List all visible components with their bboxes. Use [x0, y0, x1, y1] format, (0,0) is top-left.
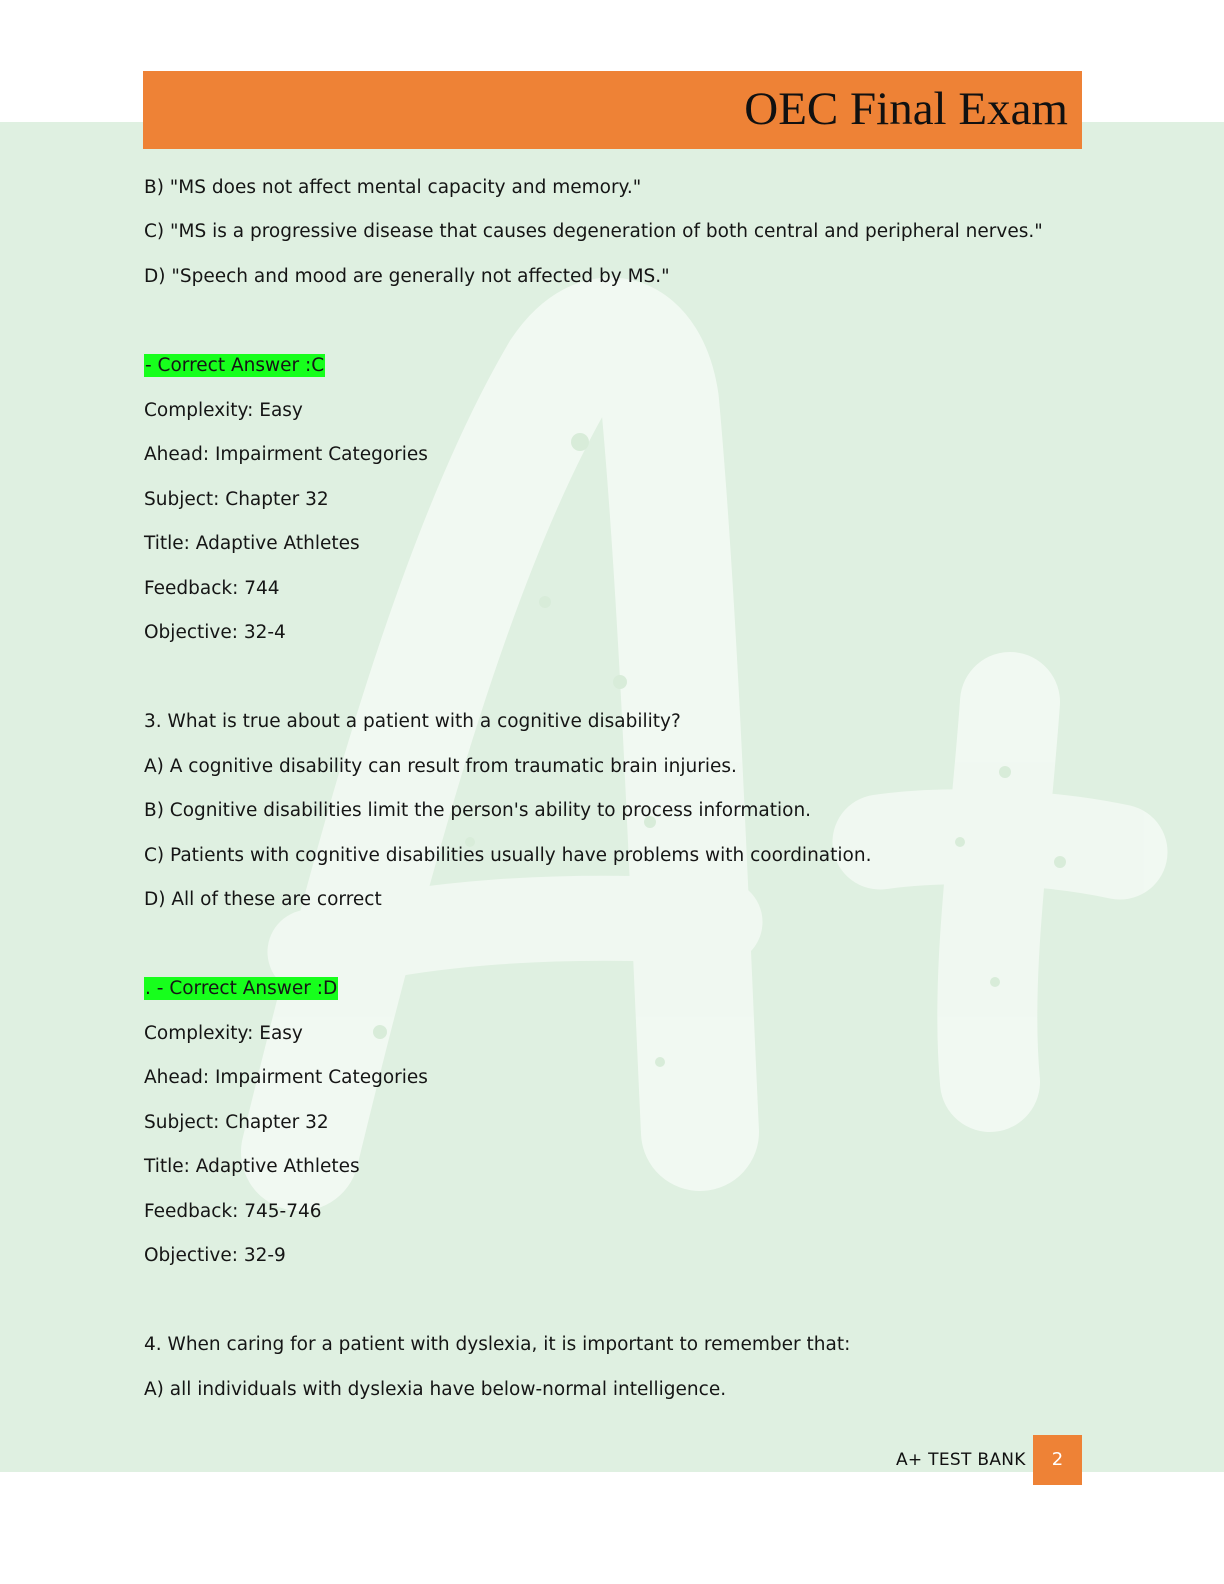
option-line: D) All of these are correct [144, 889, 382, 910]
meta-title: Title: Adaptive Athletes [144, 1156, 360, 1177]
correct-answer-line [144, 976, 338, 1002]
option-line: A) all individuals with dyslexia have below-normal intelligence. [144, 1379, 727, 1400]
option-line: D) "Speech and mood are generally not affected by MS." [144, 266, 670, 287]
page-title: OEC Final Exam [744, 83, 1068, 135]
correct-answer-line [144, 353, 325, 379]
correct-answer-highlight: . - Correct Answer :D [145, 978, 338, 999]
header-bar [143, 71, 1082, 149]
meta-complexity: Complexity: Easy [144, 1023, 303, 1044]
option-line: A) A cognitive disability can result from traumatic brain injuries. [144, 756, 737, 777]
meta-objective: Objective: 32-9 [144, 1245, 286, 1266]
a-plus-watermark-icon [0, 122, 1224, 1472]
footer-label: A+ TEST BANK [896, 1450, 1026, 1470]
meta-feedback: Feedback: 744 [144, 578, 280, 599]
meta-title: Title: Adaptive Athletes [144, 533, 360, 554]
question-text: 4. When caring for a patient with dyslexia, it is important to remember that: [144, 1334, 851, 1355]
meta-complexity: Complexity: Easy [144, 400, 303, 421]
option-line: B) "MS does not affect mental capacity and memory." [144, 177, 642, 198]
meta-subject: Subject: Chapter 32 [144, 1112, 329, 1133]
meta-objective: Objective: 32-4 [144, 622, 286, 643]
option-line: C) "MS is a progressive disease that causes degeneration of both central and peripheral nerves." [144, 221, 1043, 242]
correct-answer-highlight: - Correct Answer :C [145, 355, 325, 376]
option-line: B) Cognitive disabilities limit the person's ability to process information. [144, 800, 812, 821]
meta-feedback: Feedback: 745-746 [144, 1201, 322, 1222]
meta-ahead: Ahead: Impairment Categories [144, 444, 428, 465]
option-line: C) Patients with cognitive disabilities usually have problems with coordination. [144, 845, 872, 866]
meta-subject: Subject: Chapter 32 [144, 489, 329, 510]
page-number-badge: 2 [1033, 1435, 1082, 1485]
meta-ahead: Ahead: Impairment Categories [144, 1067, 428, 1088]
question-text: 3. What is true about a patient with a cognitive disability? [144, 711, 681, 732]
